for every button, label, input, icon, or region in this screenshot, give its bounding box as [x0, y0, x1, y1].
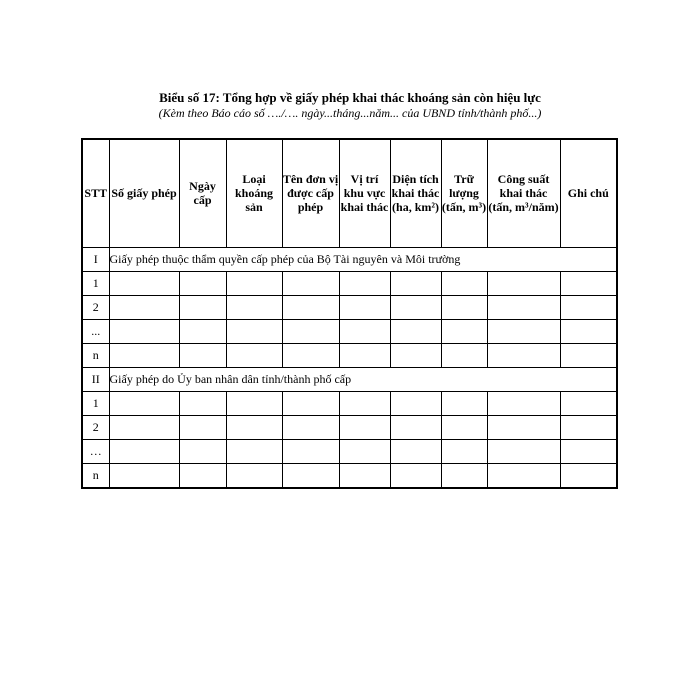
empty-cell — [179, 439, 226, 463]
empty-cell — [109, 295, 179, 319]
empty-cell — [109, 439, 179, 463]
empty-cell — [109, 391, 179, 415]
section-label: Giấy phép do Ủy ban nhân dân tỉnh/thành phố cấp — [109, 367, 617, 391]
empty-cell — [339, 319, 390, 343]
row-number: 1 — [82, 391, 109, 415]
empty-cell — [339, 415, 390, 439]
table-row — [82, 463, 617, 488]
empty-cell — [560, 295, 617, 319]
empty-cell — [487, 295, 560, 319]
empty-cell — [487, 271, 560, 295]
empty-cell — [487, 415, 560, 439]
empty-cell — [487, 391, 560, 415]
empty-cell — [390, 415, 441, 439]
header-mining-capacity: Công suất khai thác (tấn, m³/năm) — [487, 139, 560, 247]
table-row — [82, 319, 617, 343]
section-row — [82, 247, 617, 271]
empty-cell — [390, 271, 441, 295]
table-body — [82, 247, 617, 488]
empty-cell — [560, 343, 617, 367]
empty-cell — [282, 415, 339, 439]
empty-cell — [560, 415, 617, 439]
empty-cell — [109, 463, 179, 488]
empty-cell — [441, 343, 487, 367]
header-issue-date: Ngày cấp — [179, 139, 226, 247]
empty-cell — [226, 463, 282, 488]
empty-cell — [441, 295, 487, 319]
empty-cell — [282, 295, 339, 319]
row-number: n — [82, 463, 109, 488]
empty-cell — [282, 463, 339, 488]
report-subtitle: (Kèm theo Báo cáo số …./…. ngày...tháng...năm... của UBND tỉnh/thành phố...) — [158, 106, 542, 120]
empty-cell — [109, 415, 179, 439]
header-mineral-type: Loại khoáng sản — [226, 139, 282, 247]
empty-cell — [179, 271, 226, 295]
empty-cell — [441, 271, 487, 295]
table-row — [82, 439, 617, 463]
empty-cell — [441, 439, 487, 463]
empty-cell — [339, 391, 390, 415]
row-number: 2 — [82, 415, 109, 439]
table-row — [82, 295, 617, 319]
header-stt: STT — [82, 139, 109, 247]
empty-cell — [282, 439, 339, 463]
empty-cell — [282, 343, 339, 367]
empty-cell — [441, 463, 487, 488]
empty-cell — [339, 439, 390, 463]
empty-cell — [390, 463, 441, 488]
empty-cell — [560, 271, 617, 295]
header-notes: Ghi chú — [560, 139, 617, 247]
empty-cell — [226, 295, 282, 319]
empty-cell — [487, 319, 560, 343]
empty-cell — [339, 463, 390, 488]
empty-cell — [226, 319, 282, 343]
empty-cell — [390, 391, 441, 415]
table-header-row — [82, 139, 617, 247]
header-mining-area: Diện tích khai thác (ha, km²) — [390, 139, 441, 247]
header-license-number: Số giấy phép — [109, 139, 179, 247]
empty-cell — [179, 343, 226, 367]
header-mining-location: Vị trí khu vực khai thác — [339, 139, 390, 247]
table-row — [82, 271, 617, 295]
empty-cell — [226, 343, 282, 367]
empty-cell — [339, 295, 390, 319]
license-summary-table — [81, 138, 618, 489]
empty-cell — [226, 391, 282, 415]
empty-cell — [560, 319, 617, 343]
table-row — [82, 391, 617, 415]
empty-cell — [109, 271, 179, 295]
table-row — [82, 343, 617, 367]
empty-cell — [282, 271, 339, 295]
empty-cell — [226, 415, 282, 439]
empty-cell — [226, 271, 282, 295]
empty-cell — [390, 439, 441, 463]
empty-cell — [109, 319, 179, 343]
empty-cell — [441, 391, 487, 415]
empty-cell — [339, 271, 390, 295]
empty-cell — [179, 319, 226, 343]
row-number: 2 — [82, 295, 109, 319]
empty-cell — [226, 439, 282, 463]
empty-cell — [109, 343, 179, 367]
empty-cell — [560, 463, 617, 488]
row-number: 1 — [82, 271, 109, 295]
empty-cell — [179, 463, 226, 488]
section-label: Giấy phép thuộc thẩm quyền cấp phép của Bộ Tài nguyên và Môi trường — [109, 247, 617, 271]
empty-cell — [282, 391, 339, 415]
empty-cell — [441, 415, 487, 439]
row-number: … — [82, 439, 109, 463]
empty-cell — [390, 343, 441, 367]
row-number: n — [82, 343, 109, 367]
section-number: I — [82, 247, 109, 271]
empty-cell — [441, 319, 487, 343]
row-number: ... — [82, 319, 109, 343]
empty-cell — [390, 319, 441, 343]
report-title: Biểu số 17: Tổng hợp về giấy phép khai thác khoáng sản còn hiệu lực — [159, 90, 541, 105]
empty-cell — [487, 343, 560, 367]
header-reserves: Trữ lượng (tấn, m³) — [441, 139, 487, 247]
empty-cell — [390, 295, 441, 319]
empty-cell — [560, 439, 617, 463]
empty-cell — [560, 391, 617, 415]
section-row — [82, 367, 617, 391]
empty-cell — [282, 319, 339, 343]
section-number: II — [82, 367, 109, 391]
table-row — [82, 415, 617, 439]
empty-cell — [339, 343, 390, 367]
empty-cell — [179, 415, 226, 439]
empty-cell — [179, 391, 226, 415]
empty-cell — [487, 463, 560, 488]
header-licensee-name: Tên đơn vị được cấp phép — [282, 139, 339, 247]
empty-cell — [179, 295, 226, 319]
empty-cell — [487, 439, 560, 463]
